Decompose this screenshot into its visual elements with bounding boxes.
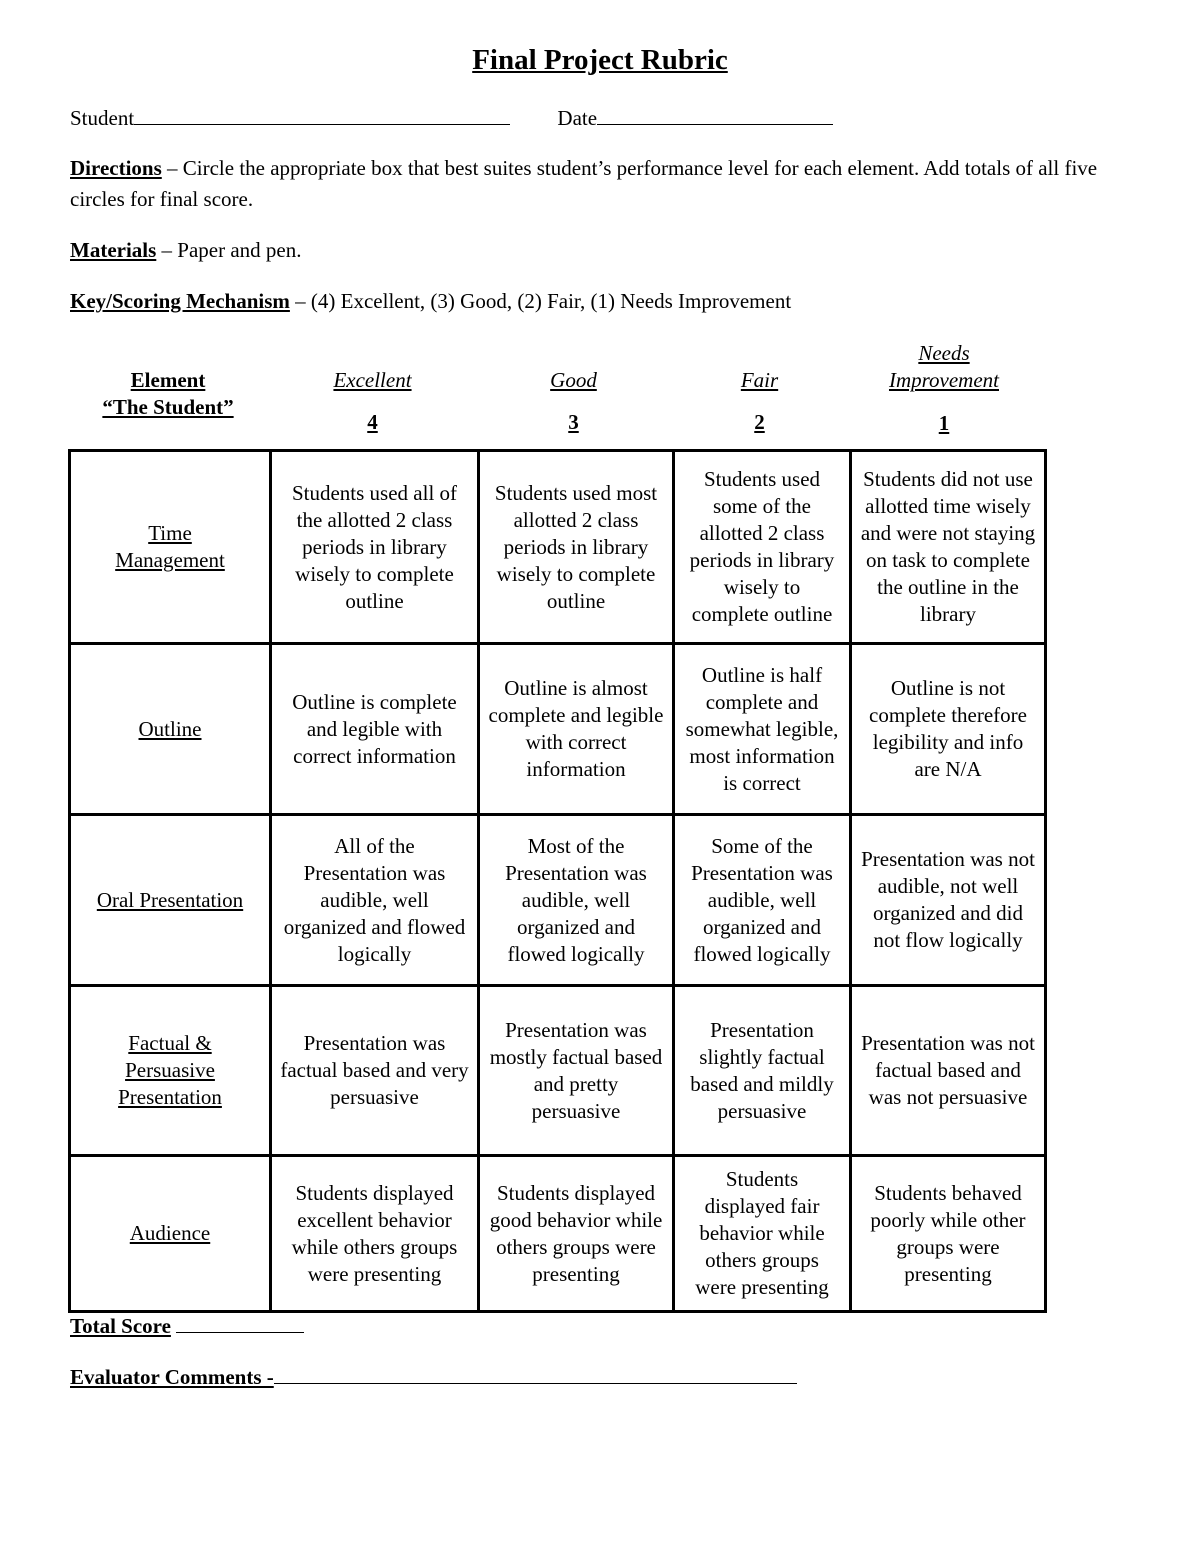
rating-label-good: Good: [550, 367, 597, 392]
student-name-field[interactable]: [134, 102, 510, 125]
rating-score-2: 2: [754, 410, 765, 434]
rubric-table: [68, 449, 1047, 1313]
rubric-cell-needs-improvement[interactable]: Students behaved poorly while other groups were presenting: [851, 1156, 1046, 1312]
table-row: [70, 815, 1046, 986]
rubric-cell-fair[interactable]: Some of the Presentation was audible, well organized and flowed logically: [674, 815, 851, 986]
element-cell: Audience: [70, 1156, 271, 1312]
date-label: Date: [557, 106, 598, 130]
rubric-cell-excellent[interactable]: Outline is complete and legible with correct information: [271, 644, 479, 815]
materials-paragraph: [70, 235, 1135, 266]
rating-score-1: 1: [938, 411, 950, 435]
rating-header-needs-improvement: [849, 340, 1039, 437]
key-text: – (4) Excellent, (3) Good, (2) Fair, (1) Needs Improvement: [289, 289, 792, 313]
evaluator-comments-field[interactable]: [274, 1361, 797, 1384]
rubric-cell-needs-improvement[interactable]: Students did not use allotted time wisely and were not staying on task to complete the outline in the library: [851, 451, 1046, 644]
directions-label: Directions: [70, 156, 162, 180]
rubric-cell-fair[interactable]: Outline is half complete and somewhat legible, most information is correct: [674, 644, 851, 815]
element-header-line2: “The Student”: [102, 395, 234, 419]
rubric-cell-good[interactable]: Most of the Presentation was audible, well organized and flowed logically: [479, 815, 674, 986]
table-row: [70, 986, 1046, 1156]
table-row: [70, 644, 1046, 815]
element-header-line1: Element: [130, 368, 206, 392]
total-score-field[interactable]: [176, 1310, 304, 1333]
table-row: [70, 451, 1046, 644]
rubric-cell-excellent[interactable]: All of the Presentation was audible, well organized and flowed logically: [271, 815, 479, 986]
rubric-cell-excellent[interactable]: Students displayed excellent behavior while others groups were presenting: [271, 1156, 479, 1312]
rating-label-needs-improvement: Needs Improvement: [888, 341, 999, 392]
directions-paragraph: [70, 153, 1135, 215]
element-cell: Outline: [70, 644, 271, 815]
rating-header-good: [477, 353, 670, 436]
rubric-cell-excellent[interactable]: Students used all of the allotted 2 class periods in library wisely to complete outline: [271, 451, 479, 644]
rating-score-3: 3: [568, 410, 579, 434]
evaluator-comments-label: Evaluator Comments -: [70, 1365, 274, 1389]
materials-text: – Paper and pen.: [156, 238, 302, 262]
rubric-cell-fair[interactable]: Students displayed fair behavior while others groups were presenting: [674, 1156, 851, 1312]
evaluator-comments-line: [70, 1361, 797, 1393]
rubric-cell-good[interactable]: Students used most allotted 2 class periods in library wisely to complete outline: [479, 451, 674, 644]
rating-score-4: 4: [367, 410, 378, 434]
rating-label-fair: Fair: [740, 367, 779, 392]
materials-label: Materials: [70, 238, 157, 262]
rubric-cell-fair[interactable]: Presentation slightly factual based and mildly persuasive: [674, 986, 851, 1156]
element-header: [68, 367, 268, 421]
rubric-cell-needs-improvement[interactable]: Presentation was not factual based and was not persuasive: [851, 986, 1046, 1156]
element-cell: Time Management: [70, 451, 271, 644]
key-paragraph: [70, 286, 1135, 317]
element-cell: Oral Presentation: [70, 815, 271, 986]
total-score-label: Total Score: [70, 1314, 171, 1338]
rubric-cell-excellent[interactable]: Presentation was factual based and very persuasive: [271, 986, 479, 1156]
element-cell: Factual & Persuasive Presentation: [70, 986, 271, 1156]
rubric-cell-good[interactable]: Students displayed good behavior while others groups were presenting: [479, 1156, 674, 1312]
student-date-line: [70, 102, 833, 134]
rubric-cell-needs-improvement[interactable]: Outline is not complete therefore legibility and info are N/A: [851, 644, 1046, 815]
rating-label-excellent: Excellent: [333, 367, 412, 392]
rubric-cell-needs-improvement[interactable]: Presentation was not audible, not well organized and did not flow logically: [851, 815, 1046, 986]
date-field[interactable]: [597, 102, 833, 125]
rating-header-excellent: [270, 353, 475, 436]
student-label: Student: [70, 106, 135, 130]
total-score-line: [70, 1310, 304, 1342]
rubric-cell-good[interactable]: Presentation was mostly factual based and pretty persuasive: [479, 986, 674, 1156]
rating-header-fair: [672, 353, 847, 436]
directions-text: – Circle the appropriate box that best suites student’s performance level for each element. Add totals of all five circles for final score.: [70, 156, 1098, 211]
key-label: Key/Scoring Mechanism: [70, 289, 290, 313]
table-row: [70, 1156, 1046, 1312]
page-title: Final Project Rubric: [472, 44, 728, 76]
rubric-cell-good[interactable]: Outline is almost complete and legible with correct information: [479, 644, 674, 815]
rubric-cell-fair[interactable]: Students used some of the allotted 2 class periods in library wisely to complete outline: [674, 451, 851, 644]
